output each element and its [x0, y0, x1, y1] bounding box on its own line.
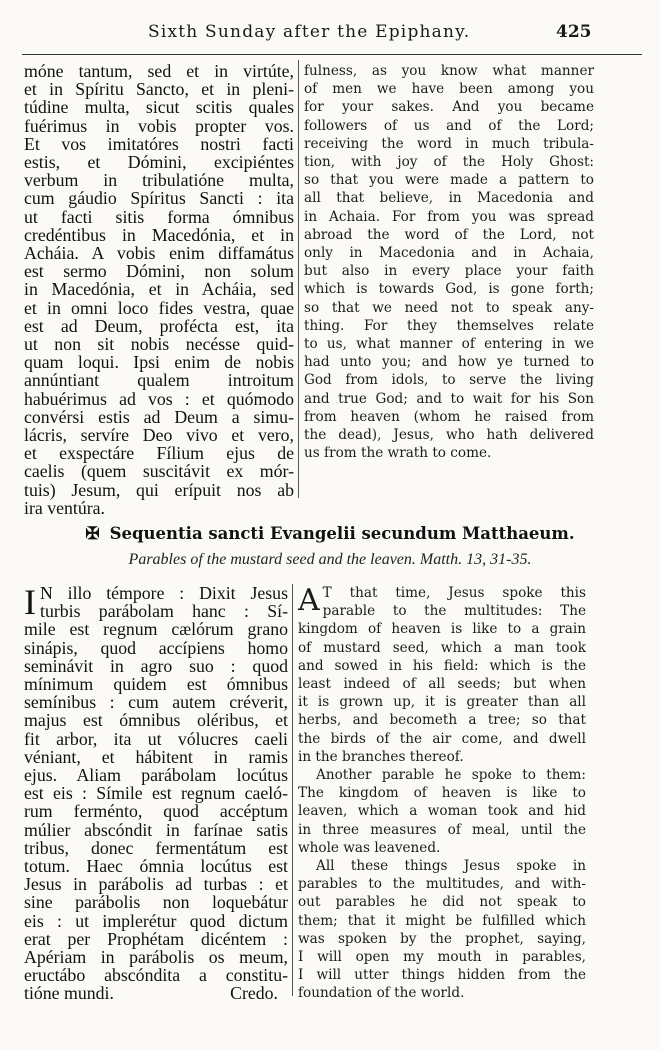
gospel-heading-text: Sequentia sancti Evangelii secundum Matthaeum. — [109, 524, 575, 543]
gospel-latin-body — [24, 620, 288, 984]
text-line: seminávit in agro suo : quod — [24, 655, 288, 676]
epistle-latin-column — [24, 62, 294, 517]
text-line: totum. Haec ómnia locútus est — [24, 856, 288, 877]
text-line: God from idols, to serve the living — [304, 372, 594, 389]
text-line: sinápis, quod accípiens homo — [24, 637, 288, 658]
text-line: The kingdom of heaven is like to — [298, 785, 586, 802]
text-line: rum ferménto, quod accéptum — [24, 801, 288, 822]
final-line — [24, 984, 288, 1002]
text-line: lácris, servíre Deo vivo et vero, — [24, 425, 294, 446]
text-line: múlier abscóndit in farínae satis — [24, 819, 288, 840]
text-line: quam loqui. Ipsi enim de nobis — [24, 352, 294, 373]
text-line: ira ventúra. — [24, 497, 105, 518]
text-line: for your sakes. And you became — [304, 99, 594, 116]
text-line: it is grown up, it is greater than all — [298, 694, 586, 711]
text-line: tribus, donec fermentátum est — [24, 837, 288, 858]
text-line: and true God; and to wait for his Son — [304, 390, 594, 407]
text-line: in Macedónia, et in Acháia, sed — [24, 279, 294, 300]
text-line: T that time, Jesus spoke this — [322, 585, 586, 601]
text-line: Apériam in parábolis os meum, — [24, 947, 288, 968]
gospel-heading — [0, 524, 660, 544]
text-line: thing. For they themselves relate — [304, 317, 594, 334]
text-line: in Achaia. For from you was spread — [304, 208, 594, 225]
text-line: tuis) Jesum, qui erípuit nos ab — [24, 479, 294, 500]
credo-label: Credo. — [230, 983, 278, 1004]
text-line: in the branches thereof. — [298, 748, 464, 765]
text-line: est eis : Símile est regnum caeló- — [24, 783, 288, 804]
text-line: mínimum quidem est ómnibus — [24, 674, 288, 695]
text-line: mile est regnum cælórum grano — [24, 619, 288, 640]
running-title: Sixth Sunday after the Epiphany. — [148, 22, 471, 42]
text-line: all that believe, in Macedonia and — [304, 190, 594, 207]
text-line: majus est ómnibus oléribus, et — [24, 710, 288, 731]
text-line: fit arbor, ita ut vólucres caeli — [24, 728, 288, 749]
text-line: erat per Prophétam dicéntem : — [24, 928, 288, 949]
text-line: annúntiant qualem introitum — [24, 370, 294, 391]
gospel-subtitle: Parables of the mustard seed and the leaven. Matth. 13, 31-35. — [128, 551, 532, 568]
text-line: so that we need not to speak any- — [304, 299, 594, 316]
header-rule — [22, 54, 642, 55]
column-divider-epistle — [298, 60, 299, 498]
text-line: receiving the word in much tribula- — [304, 135, 594, 152]
text-line: convérsi estis ad Deum a simu- — [24, 406, 294, 427]
text-line: only in Macedonia and in Achaia, — [304, 245, 594, 262]
text-line: of mustard seed, which a man took — [298, 639, 586, 656]
text-line: caelis (quem suscitávit ex mór- — [24, 461, 294, 482]
text-line: from heaven (whom he raised from — [304, 408, 594, 425]
text-line: cum gáudio Spíritus Sancti : ita — [24, 188, 294, 209]
text-line: All these things Jesus spoke in — [316, 858, 586, 875]
page-header — [0, 22, 660, 46]
text-line: eis : ut implerétur quod dictum — [24, 910, 288, 931]
text-line: and sowed in his field: which is the — [298, 657, 586, 674]
text-line: túdine multa, sicut scitis quales — [24, 97, 294, 118]
text-line: sine parábolis non loquebátur — [24, 892, 288, 913]
column-divider-gospel — [292, 584, 293, 996]
dropcap-english: A — [298, 583, 320, 618]
text-line: est sermo Dómini, non solum — [24, 261, 294, 282]
text-line: ut non sit nobis necésse quid- — [24, 334, 294, 355]
text-line: leaven, which a woman took and hid — [298, 803, 586, 820]
text-line: so that you were made a pattern to — [304, 172, 594, 189]
text-line: estis, et Dómini, excipiéntes — [24, 152, 294, 173]
text-line: tióne mundi. — [24, 983, 114, 1004]
text-line: tion, with joy of the Holy Ghost: — [304, 154, 594, 171]
text-line: us from the wrath to come. — [304, 445, 492, 462]
epistle-english-column — [304, 62, 594, 462]
cross-icon: ✠ — [85, 524, 100, 544]
text-line: but also in every place your faith — [304, 263, 594, 280]
text-line: fulness, as you know what manner — [304, 63, 594, 79]
text-line: was spoken by the prophet, saying, — [298, 930, 586, 947]
text-line: the dead), Jesus, who hath delivered — [304, 427, 594, 444]
text-line: véniant, et hábitent in ramis — [24, 746, 288, 767]
text-line: N illo témpore : Dixit Jesus — [40, 583, 288, 603]
text-line: them; that it might be fulfilled which — [298, 912, 586, 929]
text-line: móne tantum, sed et in virtúte, — [24, 61, 294, 81]
text-line: Acháia. A vobis enim diffamátus — [24, 243, 294, 264]
text-line: et in Spíritu Sancto, et in pleni- — [24, 79, 294, 100]
text-line: verbum in tribulatióne multa, — [24, 170, 294, 191]
text-line: abroad the word of the Lord, not — [304, 226, 594, 243]
text-line: which is towards God, is gone forth; — [304, 281, 594, 298]
text-line: parables to the multitudes, and with- — [298, 876, 586, 893]
gospel-english-body — [298, 620, 586, 1002]
text-line: parable to the multitudes: The — [322, 603, 586, 620]
text-line: Jesus in parábolis ad turbas : et — [24, 874, 288, 895]
text-line: herbs, and becometh a tree; so that — [298, 712, 586, 729]
text-line: turbis parábolam hanc : Sí- — [40, 601, 288, 622]
text-line: had unto you; and how ye turned to — [304, 354, 594, 371]
text-line: least indeed of all seeds; but when — [298, 676, 586, 693]
text-line: followers of us and of the Lord; — [304, 117, 594, 134]
text-line: I will utter things hidden from the — [298, 967, 586, 984]
gospel-latin-column — [24, 584, 288, 1003]
text-line: foundation of the world. — [298, 985, 465, 1002]
text-line: semínibus : cum autem créverit, — [24, 692, 288, 713]
text-line: out parables he did not speak to — [298, 894, 586, 911]
text-line: of men we have been among you — [304, 81, 594, 98]
text-line: the birds of the air come, and dwell — [298, 730, 586, 747]
text-line: in three measures of meal, until the — [298, 821, 586, 838]
text-line: credéntibus in Macedónia, et in — [24, 224, 294, 245]
gospel-english-column — [298, 584, 586, 1003]
text-line: et in omni loco fides vestra, quae — [24, 297, 294, 318]
text-line: et exspectáre Fílium ejus de — [24, 443, 294, 464]
text-line: whole was leavened. — [298, 839, 441, 856]
text-line: fuérimus in vobis propter vos. — [24, 115, 294, 136]
text-line: Et vos imitatóres nostri facti — [24, 133, 294, 154]
text-line: ut facti sitis forma ómnibus — [24, 206, 294, 227]
text-line: ejus. Aliam parábolam locútus — [24, 765, 288, 786]
text-line: to us, what manner of entering in we — [304, 336, 594, 353]
text-line: I will open my mouth in parables, — [298, 949, 586, 966]
text-line: kingdom of heaven is like to a grain — [298, 621, 586, 638]
text-line: habuérimus ad vos : et quómodo — [24, 388, 294, 409]
page-number: 425 — [556, 22, 592, 42]
text-line: Another parable he spoke to them: — [316, 767, 586, 784]
text-line: eructábo abscóndita a constitu- — [24, 965, 288, 986]
text-line: est ad Deum, profécta est, ita — [24, 315, 294, 336]
dropcap-latin: I — [24, 582, 36, 622]
